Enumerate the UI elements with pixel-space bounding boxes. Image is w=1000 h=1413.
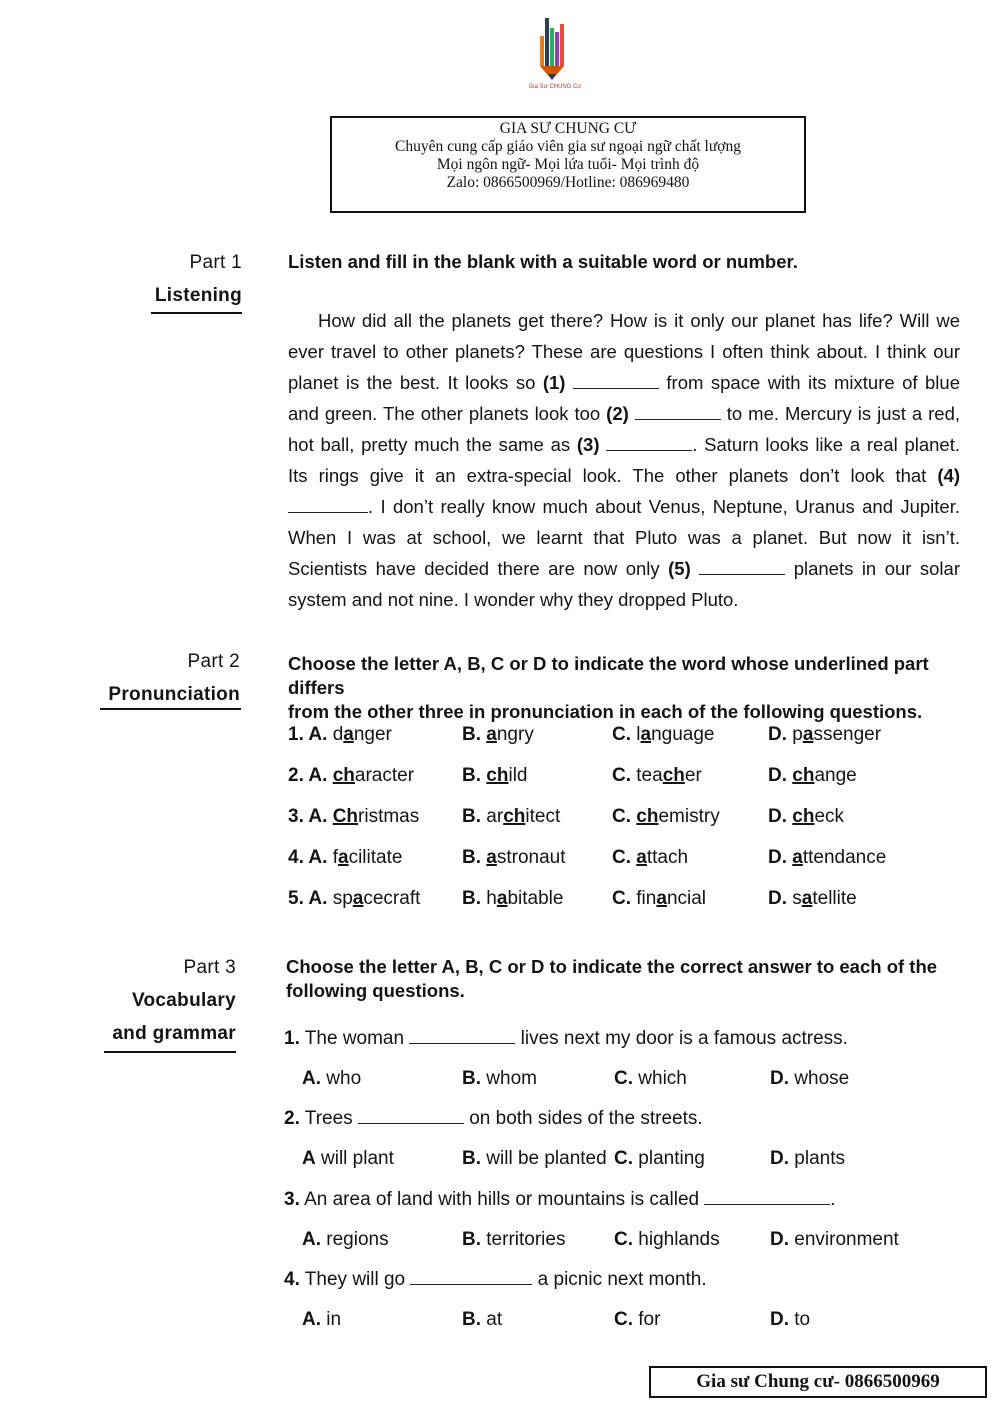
word-part: er — [684, 765, 702, 786]
part1-instruction: Listen and fill in the blank with a suitable word or number. — [288, 251, 798, 272]
question-number: 1. — [284, 1028, 300, 1049]
header-line-2: Chuyên cung cấp giáo viên gia sư ngoại ngữ chất lượng — [395, 138, 741, 155]
option-d[interactable] — [770, 1228, 899, 1252]
part2-label — [90, 645, 240, 711]
blank-5[interactable] — [699, 558, 785, 575]
option-d[interactable] — [770, 1147, 845, 1171]
option-b[interactable] — [462, 1228, 565, 1252]
option-letter: D. — [770, 1068, 789, 1089]
word-part: ssenger — [813, 724, 882, 745]
word-part: bitable — [507, 888, 564, 909]
answer-options — [302, 1308, 962, 1334]
part1-label — [120, 246, 242, 312]
option-letter: D. — [768, 806, 787, 827]
header-line-3: Mọi ngôn ngữ- Mọi lứa tuổi- Mọi trình độ — [436, 156, 700, 173]
option-letter: C. — [614, 1229, 633, 1250]
word-part: s — [792, 888, 802, 909]
word-part: ngry — [496, 724, 534, 745]
option-text: planting — [633, 1148, 705, 1169]
option-letter: D. — [768, 724, 787, 745]
word-part: cilitate — [348, 847, 403, 868]
question-number: 3. — [284, 1189, 300, 1210]
part3-name-line-2: and grammar — [112, 1023, 236, 1044]
passage-text: to me. Mercury is just a red, hot ball, pretty much the same as — [288, 403, 961, 455]
option-b[interactable] — [462, 723, 534, 747]
option-letter: D. — [770, 1229, 789, 1250]
option-text: who — [321, 1068, 362, 1089]
underlined-part: a — [801, 888, 813, 909]
word-part: f — [332, 847, 338, 868]
blank-2[interactable] — [635, 403, 721, 420]
option-d[interactable] — [768, 846, 886, 870]
passage-text: How did all the planets get there? How is it only our planet has life? Will we ever travel to other planets? These are questions I often think about. I think our planet is the best. It looks so — [288, 310, 960, 393]
underlined-part: a — [337, 847, 349, 868]
option-d[interactable] — [768, 764, 857, 788]
option-b[interactable] — [462, 1147, 607, 1171]
option-letter: D. — [770, 1309, 789, 1330]
answer-blank[interactable] — [410, 1268, 532, 1285]
blank-5-label: (5) — [668, 558, 691, 579]
option-letter: A. — [302, 1229, 321, 1250]
option-letter: B. — [462, 1229, 481, 1250]
pencil-bars-logo-icon — [530, 14, 580, 84]
part2-instruction — [288, 652, 978, 724]
word-part: ild — [508, 765, 528, 786]
word-part: nger — [353, 724, 392, 745]
option-b[interactable] — [462, 887, 563, 911]
answer-options — [302, 1228, 962, 1254]
question-text: on both sides of the streets. — [463, 1108, 703, 1129]
option-letter: D. — [770, 1148, 789, 1169]
option-letter: C. — [614, 1068, 633, 1089]
passage-text: planets in our solar system and not nine. I wonder why they dropped Pluto. — [288, 558, 960, 610]
footer-text: Gia sư Chung cư- 0866500969 — [696, 1371, 940, 1392]
option-text: at — [481, 1309, 503, 1330]
answer-options — [302, 1067, 962, 1093]
header-box — [330, 116, 806, 213]
question-text: a picnic next month. — [532, 1269, 707, 1290]
option-c[interactable] — [612, 764, 702, 788]
pronunciation-row — [288, 805, 968, 831]
part2-number: Part 2 — [187, 651, 240, 672]
part2-instruction-line-1: Choose the letter A, B, C or D to indicate the word whose underlined part differs — [288, 653, 929, 698]
option-letter: A. — [302, 1068, 321, 1089]
word-part: ar — [486, 806, 504, 827]
option-letter: 3. A. — [288, 806, 328, 827]
underlined-part: a — [496, 888, 508, 909]
option-letter: B. — [462, 1309, 481, 1330]
underlined-part: Ch — [332, 806, 359, 827]
underlined-part: ch — [332, 765, 355, 786]
underlined-part: a — [343, 724, 354, 745]
option-a[interactable] — [288, 764, 414, 788]
word-part: itect — [525, 806, 561, 827]
option-text: environment — [789, 1229, 899, 1250]
option-text: in — [321, 1309, 342, 1330]
word-part: l — [636, 724, 641, 745]
word-part: p — [792, 724, 803, 745]
option-b[interactable] — [462, 764, 527, 788]
question-text: Trees — [299, 1108, 358, 1129]
question-text: An area of land with hills or mountains is called — [299, 1189, 705, 1210]
option-letter: B. — [462, 1068, 481, 1089]
blank-2-label: (2) — [606, 403, 629, 424]
blank-1-label: (1) — [542, 372, 566, 393]
word-part: nguage — [651, 724, 715, 745]
part3-number: Part 3 — [183, 957, 236, 978]
part1-underline — [151, 312, 242, 314]
option-c[interactable] — [612, 887, 706, 911]
underlined-part: ch — [792, 806, 815, 827]
option-a[interactable] — [288, 887, 420, 911]
option-letter: C. — [614, 1309, 633, 1330]
word-part: cecraft — [363, 888, 421, 909]
word-part: emistry — [658, 806, 720, 827]
option-letter: C. — [612, 847, 631, 868]
underlined-part: a — [486, 847, 497, 868]
word-part: tellite — [812, 888, 857, 909]
option-text: will be planted — [481, 1148, 607, 1169]
word-part: tea — [636, 765, 663, 786]
option-text: regions — [321, 1229, 389, 1250]
question-text: The woman — [299, 1028, 410, 1049]
blank-4-label: (4) — [937, 465, 960, 486]
part3-name-line-1: Vocabulary — [131, 990, 236, 1011]
option-d[interactable] — [768, 887, 857, 911]
option-letter: D. — [768, 847, 787, 868]
option-d[interactable] — [770, 1308, 810, 1332]
option-letter: C. — [612, 765, 631, 786]
option-letter: 2. A. — [288, 765, 328, 786]
part1-number: Part 1 — [189, 252, 242, 273]
underlined-part: ch — [636, 806, 659, 827]
option-c[interactable] — [614, 1067, 687, 1091]
option-d[interactable] — [768, 805, 844, 829]
question-text: lives next my door is a famous actress. — [515, 1028, 848, 1049]
underlined-part: a — [792, 847, 803, 868]
word-part: stronaut — [496, 847, 566, 868]
option-text: plants — [789, 1148, 845, 1169]
option-c[interactable] — [614, 1308, 660, 1332]
option-b[interactable] — [462, 1308, 502, 1332]
option-a[interactable] — [302, 1308, 341, 1332]
question-number: 4. — [284, 1269, 300, 1290]
part1-passage — [288, 305, 960, 615]
option-letter: B. — [462, 765, 481, 786]
blank-4[interactable] — [288, 496, 368, 513]
underlined-part: a — [640, 724, 652, 745]
part3-instruction — [286, 955, 976, 1003]
underlined-part: a — [486, 724, 497, 745]
word-part: h — [486, 888, 497, 909]
word-part: sp — [332, 888, 353, 909]
logo — [530, 14, 580, 94]
option-letter: C. — [612, 724, 631, 745]
word-part: fin — [636, 888, 657, 909]
part3-instruction-line-2: following questions. — [286, 980, 465, 1001]
blank-1[interactable] — [573, 372, 659, 389]
option-c[interactable] — [614, 1147, 705, 1171]
option-c[interactable] — [612, 805, 720, 829]
option-text: whom — [481, 1068, 537, 1089]
option-letter: B. — [462, 847, 481, 868]
option-text: for — [633, 1309, 661, 1330]
option-text: territories — [481, 1229, 566, 1250]
option-letter: 1. A. — [288, 724, 328, 745]
word-part: ttendance — [802, 847, 887, 868]
question-3 — [284, 1188, 836, 1212]
part3-underline — [104, 1051, 236, 1053]
option-letter: A. — [302, 1309, 321, 1330]
part1-name: Listening — [154, 285, 242, 306]
option-a[interactable] — [302, 1067, 361, 1091]
option-b[interactable] — [462, 805, 560, 829]
part2-name: Pronunciation — [108, 684, 240, 705]
header-contact: Zalo: 0866500969/Hotline: 086969480 — [446, 174, 690, 191]
option-letter: B. — [462, 1148, 481, 1169]
underlined-part: ch — [503, 806, 526, 827]
option-text: to — [789, 1309, 811, 1330]
part3-instruction-line-1: Choose the letter A, B, C or D to indicate the correct answer to each of the — [286, 956, 938, 977]
underlined-part: ch — [486, 765, 509, 786]
passage-text: from space with its mixture of blue and green. The other planets look too — [288, 372, 960, 424]
header-title: GIA SƯ CHUNG CƯ — [499, 120, 637, 137]
option-a[interactable] — [302, 1228, 389, 1252]
option-text: highlands — [633, 1229, 720, 1250]
word-part: d — [332, 724, 344, 745]
underlined-part: a — [636, 847, 647, 868]
answer-blank[interactable] — [358, 1107, 464, 1124]
option-letter: B. — [462, 888, 481, 909]
option-letter: B. — [462, 724, 481, 745]
blank-3-label: (3) — [576, 434, 600, 455]
underlined-part: a — [352, 888, 364, 909]
word-part: ttach — [646, 847, 689, 868]
passage-text: . Saturn looks like a real planet. Its rings give it an extra-special look. The other planets don’t look that — [288, 434, 960, 486]
option-letter: B. — [462, 806, 481, 827]
option-c[interactable] — [614, 1228, 720, 1252]
part2-underline — [100, 708, 241, 710]
pronunciation-row — [288, 887, 968, 913]
part3-label — [90, 951, 236, 1050]
question-1 — [284, 1027, 848, 1051]
option-text: which — [633, 1068, 687, 1089]
option-b[interactable] — [462, 846, 566, 870]
word-part: ange — [814, 765, 857, 786]
question-4 — [284, 1268, 707, 1292]
option-letter: C. — [612, 888, 631, 909]
word-part: ristmas — [358, 806, 420, 827]
question-text: They will go — [299, 1269, 411, 1290]
option-a[interactable] — [288, 723, 392, 747]
option-a[interactable] — [302, 1147, 394, 1171]
option-d[interactable] — [768, 723, 881, 747]
option-a[interactable] — [288, 805, 419, 829]
option-letter: A — [302, 1148, 316, 1169]
option-letter: D. — [768, 765, 787, 786]
option-text: will plant — [315, 1148, 394, 1169]
option-c[interactable] — [612, 723, 715, 747]
option-letter: 5. A. — [288, 888, 328, 909]
option-text: whose — [789, 1068, 850, 1089]
word-part: ncial — [666, 888, 707, 909]
answer-blank[interactable] — [704, 1188, 830, 1205]
underlined-part: ch — [662, 765, 685, 786]
passage-text: . I don’t really know much about Venus, Neptune, Uranus and Jupiter. When I was at school, we learnt that Pluto was a planet. But now it isn’t. Scientists have decided there are now only — [288, 496, 960, 579]
option-letter: 4. A. — [288, 847, 328, 868]
answer-options — [302, 1147, 962, 1173]
option-letter: C. — [612, 806, 631, 827]
option-a[interactable] — [288, 846, 402, 870]
logo-caption: Gia Sư CHUNG Cư — [528, 84, 582, 90]
question-2 — [284, 1107, 703, 1131]
option-c[interactable] — [612, 846, 688, 870]
blank-3[interactable] — [606, 434, 692, 451]
option-letter: C. — [614, 1148, 633, 1169]
option-b[interactable] — [462, 1067, 537, 1091]
question-number: 2. — [284, 1108, 300, 1129]
word-part: aracter — [354, 765, 415, 786]
underlined-part: a — [802, 724, 814, 745]
answer-blank[interactable] — [409, 1027, 515, 1044]
pronunciation-row — [288, 846, 968, 872]
pronunciation-row — [288, 723, 968, 749]
underlined-part: ch — [792, 765, 815, 786]
underlined-part: a — [656, 888, 667, 909]
question-text: . — [830, 1189, 836, 1210]
option-d[interactable] — [770, 1067, 849, 1091]
option-letter: D. — [768, 888, 787, 909]
footer-box — [649, 1366, 987, 1398]
pronunciation-row — [288, 764, 968, 790]
word-part: eck — [814, 806, 845, 827]
part2-instruction-line-2: from the other three in pronunciation in each of the following questions. — [288, 701, 923, 722]
